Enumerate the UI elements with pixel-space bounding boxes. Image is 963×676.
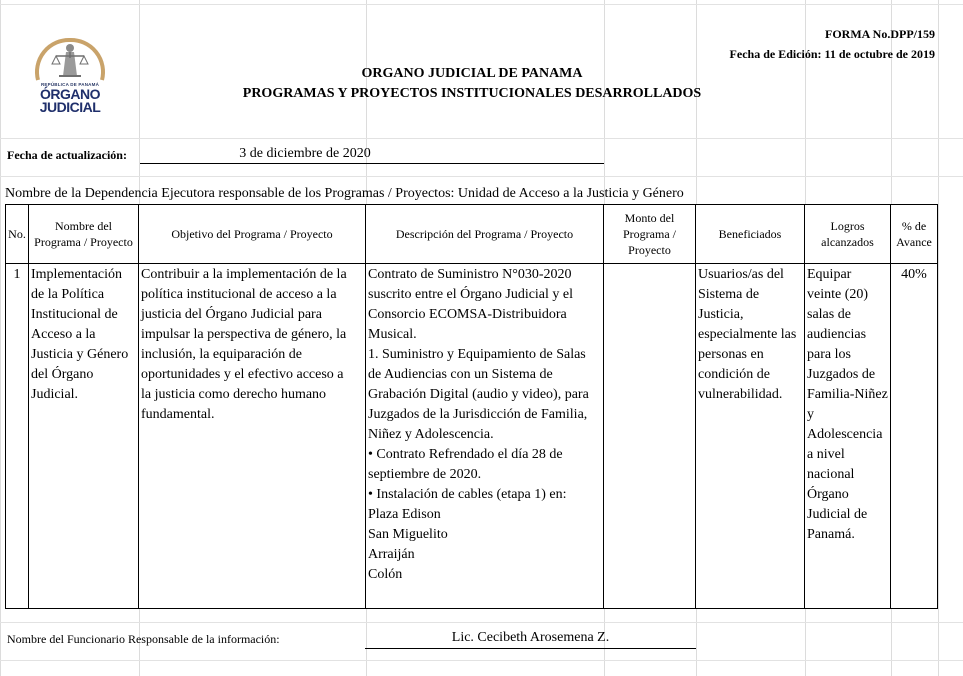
header-beneficiados[interactable]: Beneficiados xyxy=(696,205,805,264)
cell-line: Equipar xyxy=(807,267,852,282)
cell-beneficiados[interactable] xyxy=(696,264,805,609)
header-objetivo[interactable]: Objetivo del Programa / Proyecto xyxy=(139,205,366,264)
cell-line: Grabación Digital (audio y video), para xyxy=(368,387,589,402)
cell-line: Arraiján xyxy=(368,547,415,562)
cell-line: • Instalación de cables (etapa 1) en: xyxy=(368,487,567,502)
edition-date: Fecha de Edición: 11 de octubre de 2019 xyxy=(729,47,935,61)
cell-nombre[interactable] xyxy=(29,264,139,609)
cell-line: vulnerabilidad. xyxy=(698,387,783,402)
cell-line: veinte (20) xyxy=(807,287,869,302)
sheet-gridline xyxy=(0,176,963,177)
cell-logros[interactable] xyxy=(805,264,891,609)
sheet-gridline xyxy=(0,4,963,5)
table-header-row xyxy=(6,205,938,264)
cell-line: personas en xyxy=(698,347,764,362)
header-descripcion[interactable]: Descripción del Programa / Proyecto xyxy=(366,205,604,264)
cell-line: Judicial. xyxy=(31,387,79,402)
cell-line: Familia-Niñez xyxy=(807,387,888,402)
table-row xyxy=(6,264,938,609)
cell-line: Niñez y Adolescencia. xyxy=(368,427,494,442)
programs-table xyxy=(5,204,938,609)
cell-monto[interactable] xyxy=(604,264,696,609)
cell-line: justicia del Órgano Judicial para xyxy=(141,307,322,322)
form-number: FORMA No.DPP/159 xyxy=(825,27,935,41)
cell-line: Plaza Edison xyxy=(368,507,441,522)
cell-line: inclusión, la equiparación de xyxy=(141,347,302,362)
cell-line: Contribuir a la implementación de la xyxy=(141,267,347,282)
cell-line: Órgano xyxy=(807,487,849,502)
cell-line: Justicia, xyxy=(698,307,744,322)
header-no[interactable]: No. xyxy=(6,205,29,264)
cell-line: fundamental. xyxy=(141,407,215,422)
cell-line: política institucional de acceso a la xyxy=(141,287,337,302)
cell-line: de la Política xyxy=(31,287,105,302)
header-logros[interactable]: Logros alcanzados xyxy=(805,205,891,264)
page-subtitle: PROGRAMAS Y PROYECTOS INSTITUCIONALES DESARROLLADOS xyxy=(242,86,702,101)
cell-line: Judicial de xyxy=(807,507,868,522)
header-monto[interactable]: Monto del Programa / Proyecto xyxy=(604,205,696,264)
header-nombre[interactable]: Nombre del Programa / Proyecto xyxy=(29,205,139,264)
cell-line: Justicia y Género xyxy=(31,347,129,362)
cell-line: suscrito entre el Órgano Judicial y el xyxy=(368,287,574,302)
sheet-gridline xyxy=(0,660,963,661)
cell-line: Colón xyxy=(368,567,403,582)
cell-line: impulsar la perspectiva de género, la xyxy=(141,327,347,342)
cell-line: a nivel xyxy=(807,447,845,462)
responsible-label: Nombre del Funcionario Responsable de la información: xyxy=(7,632,280,646)
cell-line: Sistema de xyxy=(698,287,760,302)
sheet-gridline xyxy=(0,138,963,139)
cell-line: especialmente las xyxy=(698,327,797,342)
responsible-value[interactable]: Lic. Cecibeth Arosemena Z. xyxy=(451,630,610,645)
cell-line: del Órgano xyxy=(31,367,94,382)
header-avance[interactable]: % de Avance xyxy=(891,205,938,264)
cell-line: Contrato de Suministro N°030-2020 xyxy=(368,267,572,282)
cell-line: oportunidades y el efectivo acceso a xyxy=(141,367,344,382)
update-date-underline xyxy=(140,163,604,164)
update-date-value[interactable]: 3 de diciembre de 2020 xyxy=(239,146,371,161)
cell-line: Institucional de xyxy=(31,307,118,322)
cell-line: septiembre de 2020. xyxy=(368,467,482,482)
cell-avance[interactable]: 40% xyxy=(891,264,938,609)
update-date-label: Fecha de actualización: xyxy=(7,148,127,162)
cell-line: Acceso a la xyxy=(31,327,96,342)
cell-line: Usuarios/as del xyxy=(698,267,784,282)
cell-line: de Audiencias con un Sistema de xyxy=(368,367,553,382)
logo-word-judicial: JUDICIAL xyxy=(39,99,101,115)
cell-line: y xyxy=(807,407,814,422)
cell-line: condición de xyxy=(698,367,770,382)
dependency-line[interactable]: Nombre de la Dependencia Ejecutora responsable de los Programas / Proyectos: Unidad de Acceso a la Justicia y Género xyxy=(5,186,684,201)
cell-line: San Miguelito xyxy=(368,527,448,542)
cell-no[interactable]: 1 xyxy=(6,264,29,609)
cell-line: Juzgados de xyxy=(807,367,876,382)
cell-line: Panamá. xyxy=(807,527,855,542)
cell-line: la justicia como derecho humano xyxy=(141,387,327,402)
cell-line: • Contrato Refrendado el día 28 de xyxy=(368,447,563,462)
cell-line: para los xyxy=(807,347,851,362)
cell-line: nacional xyxy=(807,467,855,482)
cell-line: Consorcio ECOMSA-Distribuidora xyxy=(368,307,567,322)
cell-line: 1. Suministro y Equipamiento de Salas xyxy=(368,347,586,362)
cell-line: audiencias xyxy=(807,327,867,342)
cell-descripcion[interactable] xyxy=(366,264,604,609)
sheet-gridline xyxy=(0,622,963,623)
responsible-underline xyxy=(365,648,696,649)
logo-word-organo: ÓRGANO xyxy=(40,86,100,102)
logo-subtitle: REPÚBLICA DE PANAMÁ xyxy=(40,82,100,87)
cell-line: Implementación xyxy=(31,267,122,282)
cell-line: Juzgados de la Jurisdicción de Familia, xyxy=(368,407,588,422)
cell-objetivo[interactable] xyxy=(139,264,366,609)
cell-line: Adolescencia xyxy=(807,427,883,442)
cell-line: Musical. xyxy=(368,327,417,342)
cell-line: salas de xyxy=(807,307,851,322)
page-title: ORGANO JUDICIAL DE PANAMA xyxy=(361,66,583,81)
